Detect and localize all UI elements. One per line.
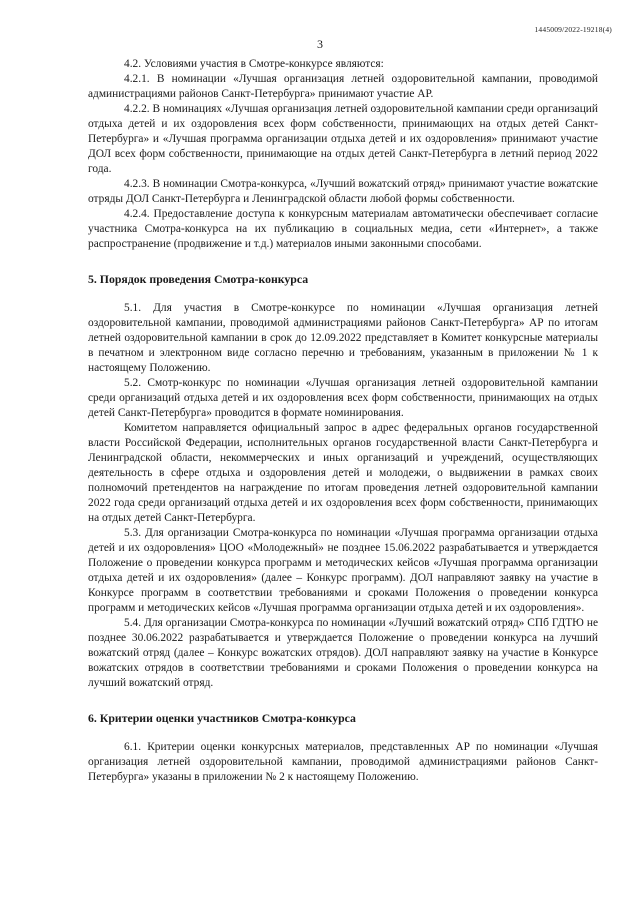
document-body xyxy=(88,57,598,785)
section-6-title: 6. Критерии оценки участников Смотра-конкурса xyxy=(88,711,356,725)
paragraph-5-4: 5.4. Для организации Смотра-конкурса по номинации «Лучший вожатский отряд» СПб ГДТЮ не позднее 30.06.2022 разрабатывается и утверждается Положение о проведении конкурса на лучший вожатский отряд (далее – Конкурс вожатских отрядов). ДОЛ направляют заявку на участие в Конкурсе вожатских отрядов в соответствии требованиями и сроками Положения о проведении конкурса на лучший вожатский отряд. xyxy=(88,617,598,689)
paragraph-5-2-request: Комитетом направляется официальный запрос в адрес федеральных органов государственной власти Российской Федерации, исполнительных органов государственной власти Санкт-Петербурга и Ленинградской области, некоммерческих и иных организаций и учреждений, осуществляющих деятельность в сфере отдыха и оздоровления детей и молодежи, о выдвижении в рамках своих полномочий претендентов на награждение по итогам проведения летней оздоровительной кампании 2022 года среди организаций отдыха детей и их оздоровления всех форм собственности, принимающих на отдых детей Санкт-Петербурга. xyxy=(88,422,598,524)
document-id: 1445009/2022-19218(4) xyxy=(534,25,612,34)
paragraph-5-3: 5.3. Для организации Смотра-конкурса по номинации «Лучшая программа организации отдыха детей и их оздоровления» ЦОО «Молодежный» не позднее 15.06.2022 разрабатывается и утверждается Положение о проведении конкурса программ и методических кейсов «Лучшая программа организации отдыха детей и их оздоровления» (далее – Конкурс программ). ДОЛ направляют заявку на участие в Конкурсе программ в соответствии требованиями и сроками Положения о проведении конкурса программ и методических кейсов «Лучшая программа организации отдыха детей и их оздоровления». xyxy=(88,527,598,614)
paragraph-5-2: 5.2. Смотр-конкурс по номинации «Лучшая организация летней оздоровительной кампании среди организаций отдыха детей и их оздоровления всех форм собственности, принимающих на отдых детей Санкт-Петербурга» проводится в формате номинирования. xyxy=(88,377,598,419)
paragraph-4-2-2: 4.2.2. В номинациях «Лучшая организация летней оздоровительной кампании среди организаций отдыха детей и их оздоровления всех форм собственности, принимающих на отдых детей Санкт-Петербурга» и «Лучшая программа организации отдыха детей и их оздоровления» принимают участие ДОЛ всех форм собственности, принимающие на отдых детей Санкт-Петербурга в летний период 2022 года. xyxy=(88,103,598,175)
paragraph-4-2-1: 4.2.1. В номинации «Лучшая организация летней оздоровительной кампании, проводимой администрациями районов Санкт-Петербурга» принимают участие АР. xyxy=(88,73,598,100)
section-5-title: 5. Порядок проведения Смотра-конкурса xyxy=(88,272,309,286)
paragraph-5-1: 5.1. Для участия в Смотре-конкурсе по номинации «Лучшая организация летней оздоровительной кампании, проводимой администрациями районов Санкт-Петербурга» АР по итогам летней оздоровительной кампании в срок до 12.09.2022 представляет в Комитет конкурсные материалы в печатном и электронном виде согласно перечню и требованиям, указанным в приложении № 1 к настоящему Положению. xyxy=(88,302,598,374)
paragraph-4-2-3: 4.2.3. В номинации Смотра-конкурса, «Лучший вожатский отряд» принимают участие вожатские отряды ДОЛ Санкт-Петербурга и Ленинградской области любой формы собственности. xyxy=(88,178,598,205)
paragraph-6-1: 6.1. Критерии оценки конкурсных материалов, представленных АР по номинации «Лучшая организация летней оздоровительной кампании, проводимой администрациями районов Санкт-Петербурга» указаны в приложении № 2 к настоящему Положению. xyxy=(88,741,598,783)
page-number: 3 xyxy=(317,37,323,51)
paragraph-4-2-4: 4.2.4. Предоставление доступа к конкурсным материалам автоматически обеспечивает согласие участника Смотра-конкурса на их публикацию в социальных медиа, сети «Интернет», а также распространение (продвижение и т.д.) материалов иными законными способами. xyxy=(88,208,598,250)
paragraph-4-2: 4.2. Условиями участия в Смотре-конкурсе являются: xyxy=(124,58,384,70)
